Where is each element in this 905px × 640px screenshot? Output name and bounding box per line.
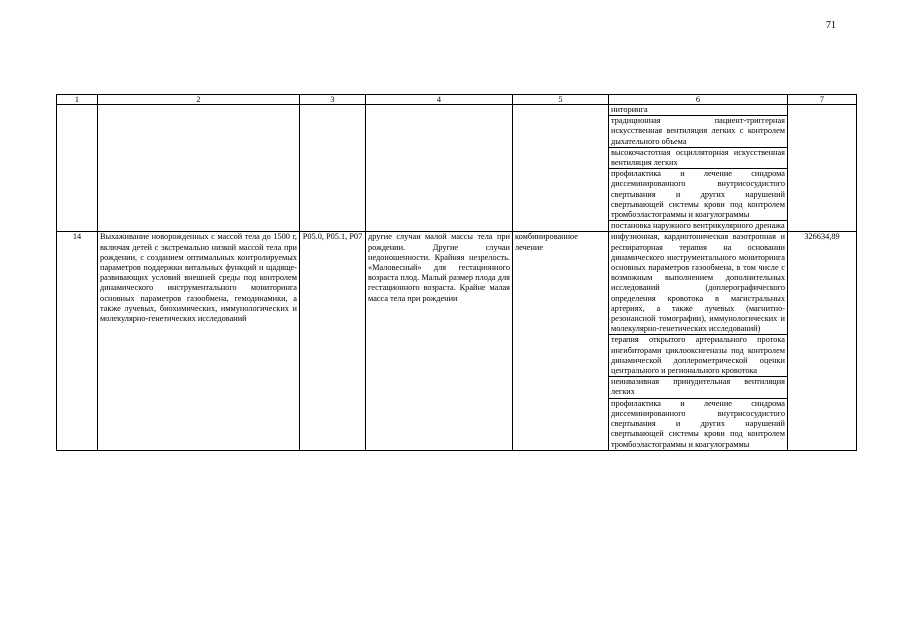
treatment-method: традиционная пациент-триггерная искусственная вентиляция легких с контролем дыхательного объема	[609, 116, 787, 148]
treatment-method: постановка наружного вентрикулярного дренажа	[611, 221, 785, 231]
medical-care-table	[56, 94, 857, 451]
column-header: 1	[57, 95, 98, 105]
column-header: 6	[609, 95, 788, 105]
column-header: 3	[300, 95, 366, 105]
treatment-method: профилактика и лечение синдрома диссеминированного внутрисосудистого свертывания и других нарушений свертывающей системы крови под контролем тромбоэластограммы и коагулограммы	[609, 169, 787, 221]
treatment-method: ниторинга	[609, 105, 787, 116]
column-header: 5	[513, 95, 609, 105]
treatment-type: комбинированное лечение	[513, 232, 609, 450]
page-number: 71	[826, 20, 836, 31]
cost-value: 326634,89	[788, 232, 857, 450]
treatment-method: профилактика и лечение синдрома диссеминированного внутрисосудистого свертывания и других нарушений свертывающей системы крови под контролем тромбоэластограммы и коагулограммы	[611, 398, 785, 449]
treatment-method: инфузионная, кардиотоническая вазотропная и респираторная терапия на основании динамического инструментального мониторинга основных параметров газообмена, в том числе с возможным выполнением дополнительных исследований (доплерографического определения кровотока в магистральных артериях, а также лучевых (магнитно-резонансной томографии), иммунологических и молекулярно-генетических исследований)	[609, 232, 787, 335]
icd-codes: P05.0, P05.1, P07	[300, 232, 366, 450]
treatment-method: неинвазивная принудительная вентиляция легких	[609, 377, 787, 398]
empty-cell	[366, 105, 513, 232]
column-number-row	[57, 95, 857, 105]
treatment-method: высокочастотная осцилляторная искусственная вентиляция легких	[609, 148, 787, 169]
treatment-methods-cell	[609, 105, 788, 232]
treatment-methods-cell	[609, 232, 788, 450]
column-header: 4	[366, 95, 513, 105]
patient-model: другие случаи малой массы тела при рождении. Другие случаи недоношенности. Крайняя незрелость. «Маловесный» для гестационного возраста плод. Малый размер плода для гестационного возраста. Крайне малая масса тела при рождении	[366, 232, 513, 450]
care-type-name: Выхаживание новорожденных с массой тела до 1500 г, включая детей с экстремально низкой массой тела при рождении, с созданием оптимальных контролируемых параметров поддержки витальных функций и щадяще-развивающих условий внешней среды под контролем динамического инструментального мониторинга основных параметров газообмена, гемодинамики, а также лучевых, биохимических, иммунологических и молекулярно-генетических исследований	[98, 232, 300, 450]
treatment-method: терапия открытого артериального протока ингибиторами циклооксигеназы под контролем динамической доплерометрической оценки центрального и регионального кровотока	[609, 335, 787, 377]
empty-cell	[513, 105, 609, 232]
empty-cell	[57, 105, 98, 232]
empty-cell	[788, 105, 857, 232]
empty-cell	[98, 105, 300, 232]
row-number: 14	[57, 232, 98, 450]
column-header: 7	[788, 95, 857, 105]
column-header: 2	[98, 95, 300, 105]
continued-row	[57, 105, 857, 232]
empty-cell	[300, 105, 366, 232]
table-row	[57, 232, 857, 450]
